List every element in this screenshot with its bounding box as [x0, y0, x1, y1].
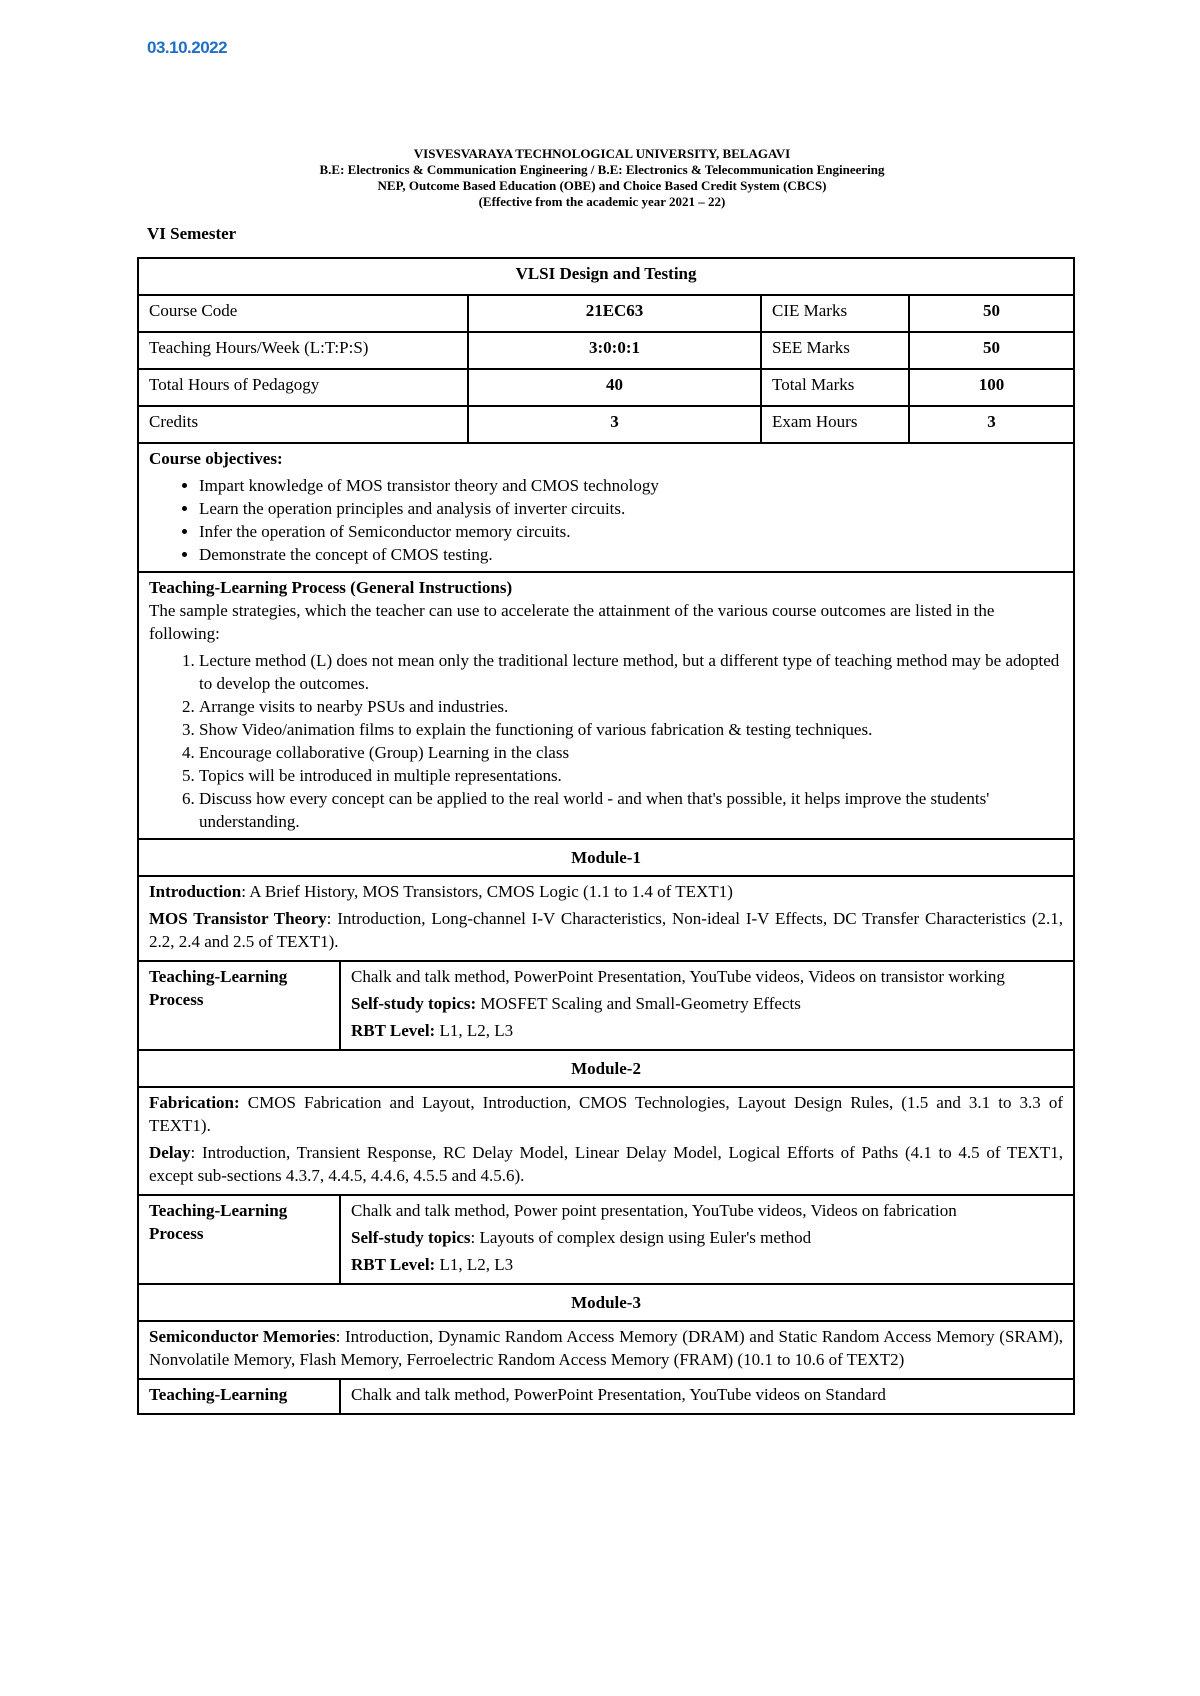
university-header — [137, 146, 1067, 210]
module-tl-row — [138, 961, 1074, 1050]
header-program: B.E: Electronics & Communication Engineering / B.E: Electronics & Telecommunication Engineering — [319, 162, 885, 177]
rbt-text: L1, L2, L3 — [435, 1021, 514, 1040]
info-label: Teaching Hours/Week (L:T:P:S) — [138, 332, 468, 369]
self-study — [351, 1226, 1063, 1249]
module-content-row — [138, 876, 1074, 961]
list-item: 1. Lecture method (L) does not mean only the traditional lecture method, but a different type of teaching method may be adopted to develop the outcomes. — [199, 649, 1063, 695]
topic-heading: Fabrication: — [149, 1093, 240, 1112]
course-title: VLSI Design and Testing — [138, 258, 1074, 295]
tlp-heading: Teaching-Learning Process (General Instructions) — [149, 578, 513, 597]
header-effective: (Effective from the academic year 2021 – 22) — [478, 194, 726, 209]
topic-text: : Introduction, Long-channel I-V Characteristics, Non-ideal I-V Effects, DC Transfer Characteristics (2.1, 2.2, 2.4 and 2.5 of TEXT1). — [149, 909, 1064, 951]
topic-text: : A Brief History, MOS Transistors, CMOS Logic (1.1 to 1.4 of TEXT1) — [241, 882, 733, 901]
module-tl-row — [138, 1195, 1074, 1284]
objectives-heading: Course objectives: — [149, 449, 283, 468]
tl-details — [340, 1379, 1074, 1414]
module-content-row — [138, 1087, 1074, 1195]
course-info-row — [138, 332, 1074, 369]
info-value: 40 — [468, 369, 761, 406]
semester-label: VI Semester — [147, 224, 237, 243]
module-title: Module-3 — [138, 1284, 1074, 1321]
rbt-level — [351, 1019, 1063, 1042]
module-paragraph — [149, 880, 1063, 903]
tl-method: Chalk and talk method, PowerPoint Presentation, YouTube videos on Standard — [351, 1385, 886, 1404]
self-study-text: MOSFET Scaling and Small-Geometry Effects — [476, 994, 801, 1013]
list-item: 2. Arrange visits to nearby PSUs and industries. — [199, 695, 1063, 718]
topic-heading: MOS Transistor Theory — [149, 909, 327, 928]
module-paragraph — [149, 1325, 1063, 1371]
self-study-text: : Layouts of complex design using Euler's method — [470, 1228, 812, 1247]
list-item: • Infer the operation of Semiconductor memory circuits. — [199, 520, 1063, 543]
list-item: 5. Topics will be introduced in multiple representations. — [199, 764, 1063, 787]
tlp-intro: The sample strategies, which the teacher can use to accelerate the attainment of the various course outcomes are listed in the following: — [149, 601, 995, 643]
info-value: 50 — [909, 332, 1074, 369]
list-item: 4. Encourage collaborative (Group) Learning in the class — [199, 741, 1063, 764]
topic-heading: Semiconductor Memories — [149, 1327, 336, 1346]
rbt-text: L1, L2, L3 — [435, 1255, 514, 1274]
module-title: Module-1 — [138, 839, 1074, 876]
course-title-row — [138, 258, 1074, 295]
info-label: Course Code — [138, 295, 468, 332]
info-value: 3:0:0:1 — [468, 332, 761, 369]
tlp-list — [149, 649, 1063, 833]
self-study — [351, 992, 1063, 1015]
rbt-label: RBT Level: — [351, 1255, 436, 1274]
list-item: • Impart knowledge of MOS transistor theory and CMOS technology — [199, 474, 1063, 497]
topic-heading: Delay — [149, 1143, 191, 1162]
info-label: Total Marks — [761, 369, 909, 406]
course-info-row — [138, 295, 1074, 332]
list-item: • Demonstrate the concept of CMOS testing. — [199, 543, 1063, 566]
module-paragraph — [149, 1091, 1063, 1137]
module-header-row — [138, 1050, 1074, 1087]
syllabus-table — [137, 257, 1075, 1415]
tl-method: Chalk and talk method, PowerPoint Presentation, YouTube videos, Videos on transistor working — [351, 967, 1005, 986]
info-label: SEE Marks — [761, 332, 909, 369]
tlp-cell — [138, 572, 1074, 839]
self-study-label: Self-study topics — [351, 1228, 471, 1247]
tl-label: Teaching-Learning — [138, 1379, 340, 1414]
self-study-label: Self-study topics: — [351, 994, 477, 1013]
course-info-row — [138, 369, 1074, 406]
module-paragraph — [149, 1141, 1063, 1187]
info-value: 21EC63 — [468, 295, 761, 332]
module-title: Module-2 — [138, 1050, 1074, 1087]
info-label: CIE Marks — [761, 295, 909, 332]
tl-details — [340, 1195, 1074, 1284]
module-tl-row — [138, 1379, 1074, 1414]
topic-heading: Introduction — [149, 882, 242, 901]
rbt-label: RBT Level: — [351, 1021, 436, 1040]
module-header-row — [138, 1284, 1074, 1321]
tl-label: Teaching-Learning Process — [138, 961, 340, 1050]
list-item: • Learn the operation principles and analysis of inverter circuits. — [199, 497, 1063, 520]
info-label: Exam Hours — [761, 406, 909, 443]
objectives-list — [149, 474, 1063, 566]
topic-text: : Introduction, Transient Response, RC Delay Model, Linear Delay Model, Logical Efforts of Paths (4.1 to 4.5 of TEXT1, except sub-sections 4.3.7, 4.4.5, 4.4.6, 4.5.5 and 4.5.6). — [149, 1143, 1064, 1185]
rbt-level — [351, 1253, 1063, 1276]
topic-text: : Introduction, Dynamic Random Access Memory (DRAM) and Static Random Access Memory (SRAM), Nonvolatile Memory, Flash Memory, Ferroelectric Random Access Memory (FRAM) (10.1 to 10.6 of TEXT2) — [149, 1327, 1064, 1369]
info-value: 3 — [909, 406, 1074, 443]
tl-method: Chalk and talk method, Power point presentation, YouTube videos, Videos on fabrication — [351, 1201, 957, 1220]
module-content — [138, 1087, 1074, 1195]
info-value: 100 — [909, 369, 1074, 406]
module-paragraph — [149, 907, 1063, 953]
module-header-row — [138, 839, 1074, 876]
list-item: 6. Discuss how every concept can be applied to the real world - and when that's possible, it helps improve the students' understanding. — [199, 787, 1063, 833]
tlp-row — [138, 572, 1074, 839]
module-content — [138, 876, 1074, 961]
objectives-row — [138, 443, 1074, 572]
topic-text: CMOS Fabrication and Layout, Introduction, CMOS Technologies, Layout Design Rules, (1.5 and 3.1 to 3.3 of TEXT1). — [149, 1093, 1064, 1135]
info-value: 3 — [468, 406, 761, 443]
list-item: 3. Show Video/animation films to explain the functioning of various fabrication & testing techniques. — [199, 718, 1063, 741]
tl-label: Teaching-Learning Process — [138, 1195, 340, 1284]
info-label: Credits — [138, 406, 468, 443]
document-date: 03.10.2022 — [147, 38, 228, 57]
tl-details — [340, 961, 1074, 1050]
info-value: 50 — [909, 295, 1074, 332]
info-label: Total Hours of Pedagogy — [138, 369, 468, 406]
module-content-row — [138, 1321, 1074, 1379]
objectives-cell — [138, 443, 1074, 572]
header-scheme: NEP, Outcome Based Education (OBE) and Choice Based Credit System (CBCS) — [377, 178, 827, 193]
course-info-row — [138, 406, 1074, 443]
header-university: VISVESVARAYA TECHNOLOGICAL UNIVERSITY, BELAGAVI — [413, 146, 791, 161]
module-content — [138, 1321, 1074, 1379]
